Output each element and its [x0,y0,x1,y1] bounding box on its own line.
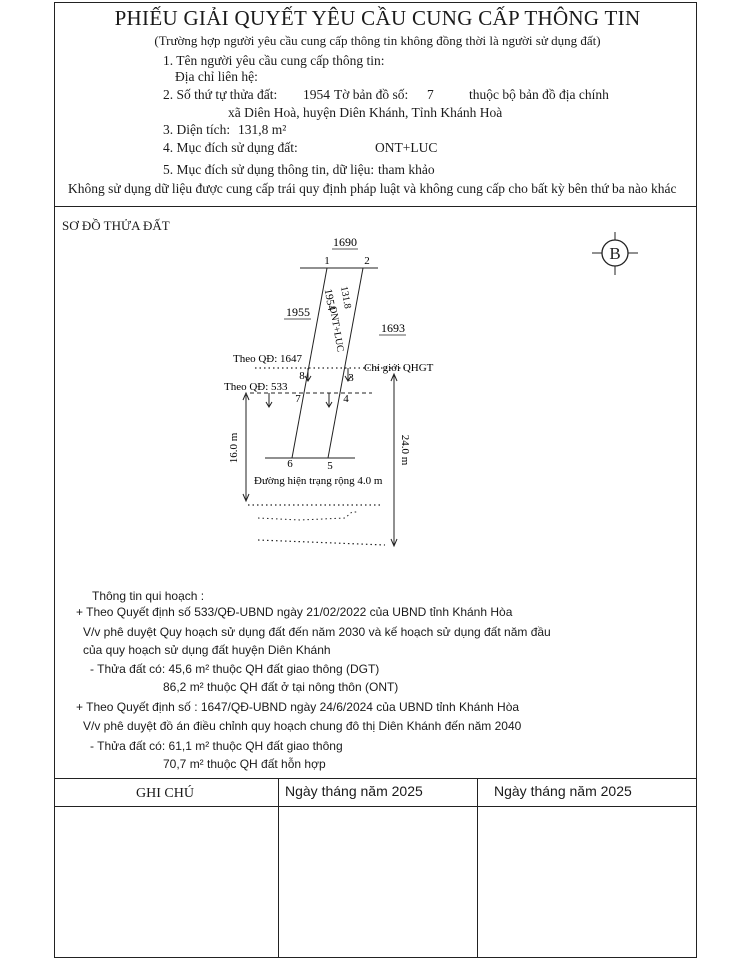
parcel-use-label: ONT+LUC [326,305,346,353]
qd1647-label: Theo QĐ: 1647 [233,353,303,365]
diagram-section-title: SƠ ĐỒ THỬA ĐẤT [62,218,170,233]
document-title: PHIẾU GIẢI QUYẾT YÊU CẦU CUNG CẤP THÔNG TIN [114,6,641,30]
decision-1647-line1: + Theo Quyết định số : 1647/QĐ-UBND ngày 24/6/2024 của UBND tỉnh Khánh Hòa [76,700,520,714]
address-label: Địa chỉ liên hệ: [175,69,258,84]
decision-1647-line2: V/v phê duyệt đồ án điều chỉnh quy hoạch chung đô thị Diên Khánh đến năm 2040 [83,719,522,733]
disclaimer-text: Không sử dụng dữ liệu được cung cấp trái quy định pháp luật và không cung cấp cho bất kỳ bên thứ ba nào khác [68,181,677,196]
map-number-value: 7 [427,87,434,102]
document-subtitle: (Trường hợp người yêu cầu cung cấp thông tin không đồng thời là người sử dụng đất) [154,33,601,48]
point-7: 7 [295,393,301,405]
footer-divider-1 [278,778,279,958]
road-label: Đường hiện trạng rộng 4.0 m [254,475,383,487]
footer-top-border [54,778,697,779]
road-edge-mid [258,512,358,520]
footer-header-border [54,806,697,807]
parcel-right-number: 1693 [381,321,405,335]
date-cell-2: Ngày tháng năm 2025 [494,783,632,799]
land-use-label: 4. Mục đích sử dụng đất: [163,140,298,155]
footer-divider-2 [477,778,478,958]
parcel-top-number: 1690 [333,235,357,249]
parcel-number-value: 1954 [303,87,330,102]
map-number-label: Tờ bản đồ số: [334,87,409,102]
date-cell-1: Ngày tháng năm 2025 [285,783,423,799]
land-use-value: ONT+LUC [375,140,438,155]
qd533-label: Theo QĐ: 533 [224,381,288,393]
area-value: 131,8 m² [238,122,287,137]
right-dimension-label: 24.0 m [399,434,411,466]
decision-1647-line3: - Thửa đất có: 61,1 m² thuộc QH đất giao thông [90,739,343,753]
decision-533-line1: + Theo Quyết định số 533/QĐ-UBND ngày 21/02/2022 của UBND tỉnh Khánh Hòa [76,605,513,619]
purpose-value: tham khảo [378,162,435,177]
decision-533-line4: - Thửa đất có: 45,6 m² thuộc QH đất giao thông (DGT) [90,662,380,676]
note-label: GHI CHÚ [136,786,194,801]
point-4: 4 [343,393,349,405]
decision-533-line5: 86,2 m² thuộc QH đất ở tại nông thôn (ONT) [163,680,399,694]
road-edge-bottom [258,540,385,545]
parcel-area-label: 131.8 [338,285,353,310]
point-5: 5 [327,460,333,472]
parcel-number-label: 2. Số thứ tự thửa đất: [163,87,278,102]
requester-name-label: 1. Tên người yêu cầu cung cấp thông tin: [163,53,385,68]
decision-533-line2: V/v phê duyệt Quy hoạch sử dụng đất đến năm 2030 và kế hoạch sử dụng đất năm đầu [83,625,551,639]
decision-1647-line4: 70,7 m² thuộc QH đất hỗn hợp [163,757,326,771]
parcel-left-number: 1955 [286,305,310,319]
decision-533-line3: của quy hoạch sử dụng đất huyện Diên Khánh [83,643,331,657]
north-label: B [609,244,621,263]
purpose-label: 5. Mục đích sử dụng thông tin, dữ liệu: [163,162,375,177]
point-8: 8 [299,370,305,382]
parcel-location: xã Diên Hoà, huyện Diên Khánh, Tỉnh Khánh Hoà [228,105,503,120]
cadastral-set-label: thuộc bộ bản đồ địa chính [469,87,609,102]
parcel-center-number: 1954 [321,287,338,312]
planning-heading: Thông tin qui hoạch : [92,589,205,603]
point-2: 2 [364,255,370,267]
point-3: 3 [348,372,354,384]
point-1: 1 [324,255,330,267]
left-dimension-label: 16.0 m [228,432,240,464]
road-boundary-label: Chỉ giới QHGT [364,362,434,374]
point-6: 6 [287,458,293,470]
area-label: 3. Diện tích: [163,122,231,137]
